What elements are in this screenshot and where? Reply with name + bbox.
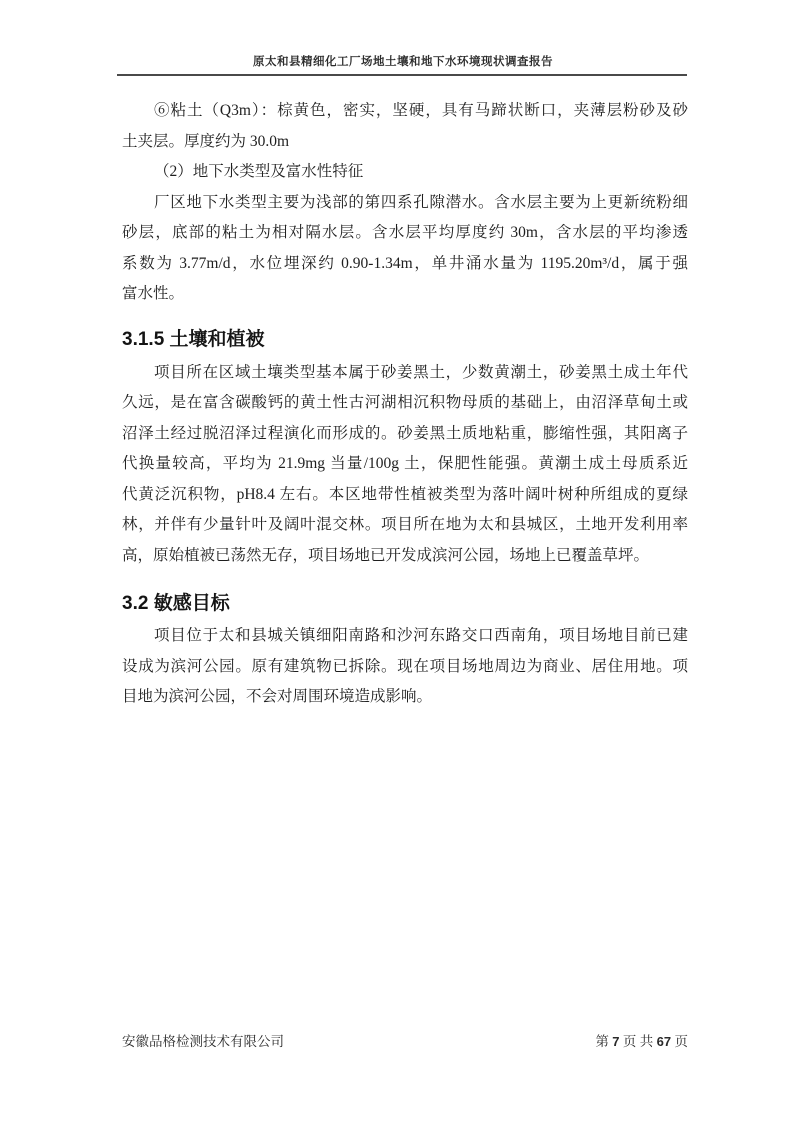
document-body: [122, 96, 688, 713]
paragraph-soil-line: 沼泽土经过脱沼泽过程演化而形成的。砂姜黑土质地粘重，膨缩性强，其阳离子: [122, 424, 688, 442]
paragraph-clay-line: 土夹层。厚度约为 30.0m: [122, 132, 290, 150]
header-divider-line: [117, 74, 687, 76]
paragraph-soil-line: 代黄泛沉积物，pH8.4 左右。本区地带性植被类型为落叶阔叶树种所组成的夏绿: [122, 485, 688, 503]
paragraph-soil-line: 代换量较高，平均为 21.9mg 当量/100g 土，保肥性能强。黄潮土成土母质系近: [122, 455, 688, 472]
footer-page-suffix: 页: [671, 1034, 688, 1049]
paragraph-groundwater-line: 厂区地下水类型主要为浅部的第四系孔隙潜水。含水层主要为上更新统粉细: [154, 193, 688, 211]
section-heading-3-2: 3.2 敏感目标: [122, 593, 230, 614]
sub-heading-groundwater: （2）地下水类型及富水性特征: [154, 163, 364, 180]
footer-company-name: 安徽品格检测技术有限公司: [122, 1034, 284, 1049]
paragraph-groundwater-line: 砂层，底部的粘土为相对隔水层。含水层平均厚度约 30m，含水层的平均渗透: [122, 224, 688, 241]
paragraph-groundwater-line: 系数为 3.77m/d，水位埋深约 0.90-1.34m，单井涌水量为 1195.20m³/d，属于强: [122, 254, 688, 272]
footer-page-current: 7: [612, 1034, 620, 1049]
footer-page-middle: 页 共: [619, 1034, 657, 1049]
page-footer: [122, 1030, 688, 1050]
paragraph-sensitive-line: 设成为滨河公园。原有建筑物已拆除。现在项目场地周边为商业、居住用地。项: [122, 657, 688, 675]
footer-page-number: [595, 1030, 688, 1050]
footer-page-total: 67: [656, 1034, 672, 1049]
paragraph-soil-line: 项目所在区域土壤类型基本属于砂姜黑土，少数黄潮土，砂姜黑土成土年代: [154, 363, 688, 381]
paragraph-soil-line: 高，原始植被已荡然无存，项目场地已开发成滨河公园，场地上已覆盖草坪。: [122, 546, 650, 564]
paragraph-groundwater-line: 富水性。: [122, 285, 185, 302]
paragraph-soil-line: 久远，是在富含碳酸钙的黄土性古河湖相沉积物母质的基础上，由沼泽草甸土或: [122, 394, 688, 411]
page-header-title: 原太和县精细化工厂场地土壤和地下水环境现状调查报告: [253, 56, 553, 68]
section-heading-3-1-5: 3.1.5 土壤和植被: [122, 328, 265, 350]
paragraph-sensitive-line: 目地为滨河公园，不会对周围环境造成影响。: [122, 688, 433, 705]
footer-page-prefix: 第: [595, 1034, 613, 1049]
paragraph-soil-line: 林，并伴有少量针叶及阔叶混交林。项目所在地为太和县城区，土地开发利用率: [122, 516, 688, 533]
paragraph-sensitive-line: 项目位于太和县城关镇细阳南路和沙河东路交口西南角，项目场地目前已建: [154, 627, 688, 644]
paragraph-clay-line: ⑥粘土（Q3m）：棕黄色，密实，坚硬，具有马蹄状断口，夹薄层粉砂及砂: [154, 102, 688, 119]
